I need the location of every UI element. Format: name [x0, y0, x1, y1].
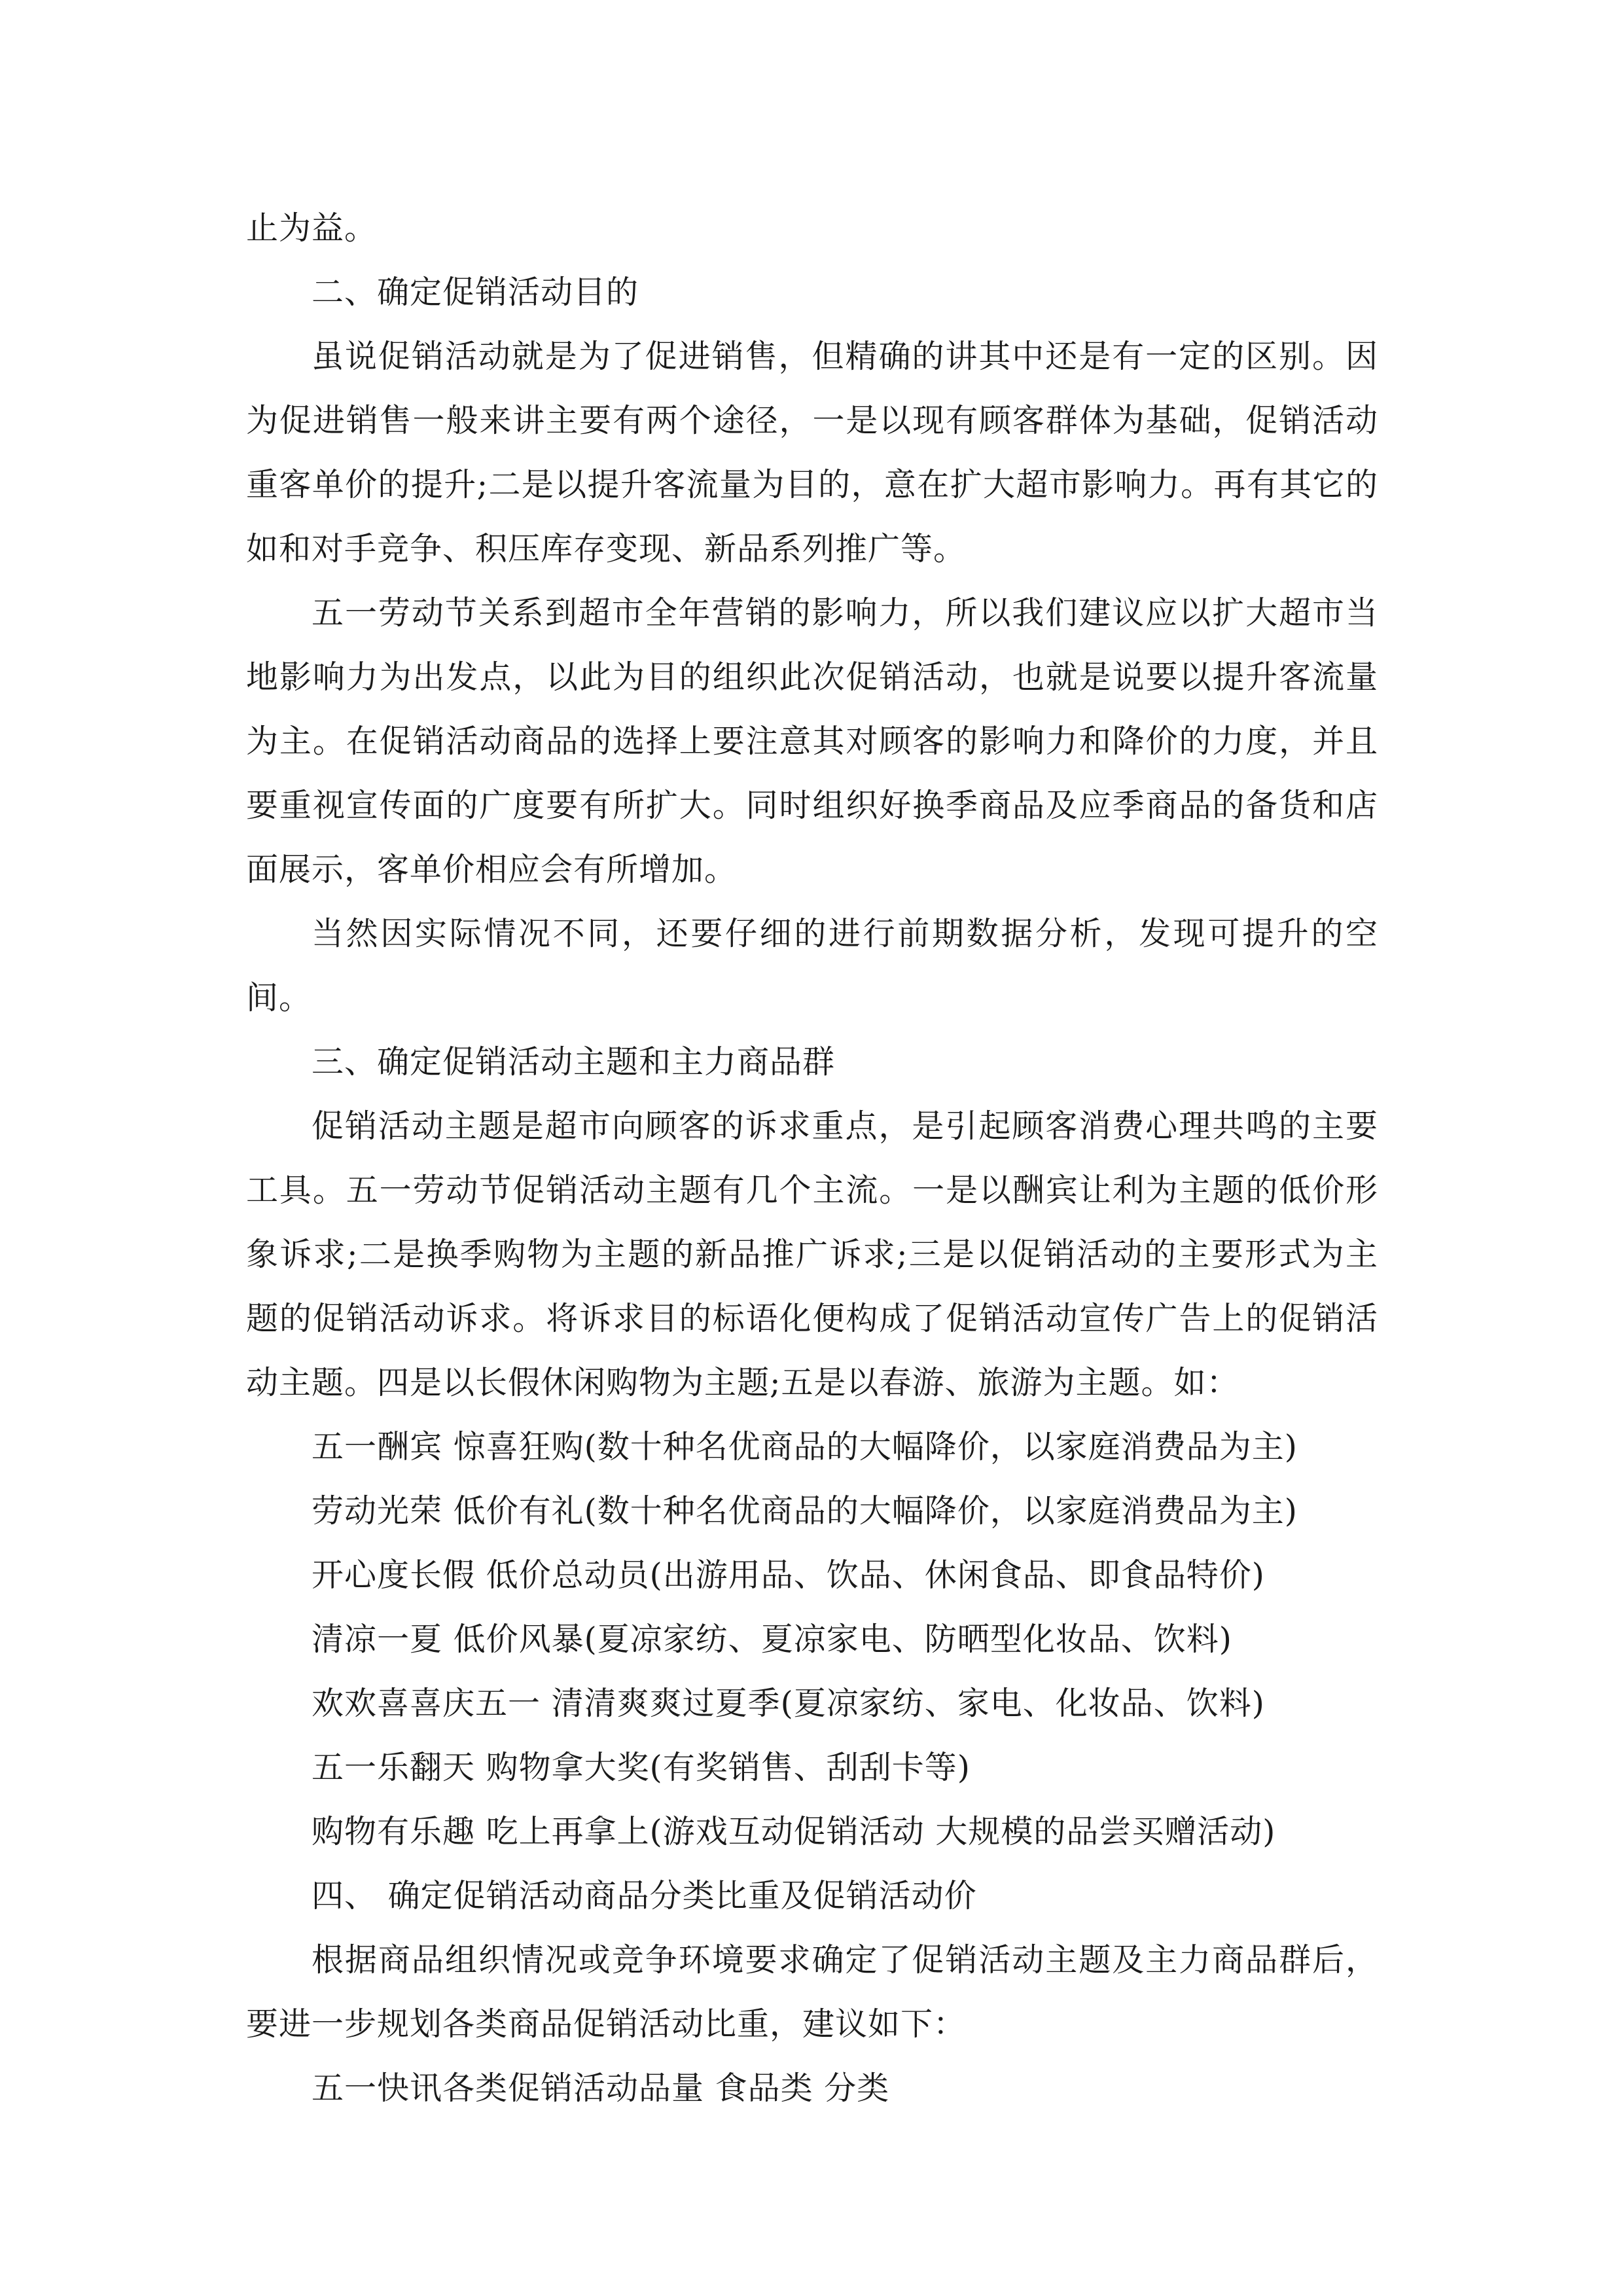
theme-list-item: 五一酬宾 惊喜狂购(数十种名优商品的大幅降价，以家庭消费品为主) [312, 1428, 1298, 1465]
section-heading-2: 二、确定促销活动目的 [312, 274, 639, 311]
theme-list-item: 五一乐翻天 购物拿大奖(有奖销售、刮刮卡等) [312, 1749, 971, 1786]
section-heading-3: 三、确定促销活动主题和主力商品群 [312, 1043, 836, 1081]
paragraph: 促销活动主题是超市向顾客的诉求重点，是引起顾客消费心理共鸣的主要工具。五一劳动节促销活动主题有几个主流。一是以酬宾让利为主题的低价形象诉求;二是换季购物为主题的新品推广诉求;三是以促销活动的主要形式为主题的促销活动诉求。将诉求目的标语化便构成了促销活动宣传广告上的促销活动主题。四是以长假休闲购物为主题;五是以春游、旅游为主题。如： [246, 1107, 1378, 1401]
paragraph: 虽说促销活动就是为了促进销售，但精确的讲其中还是有一定的区别。因为促进销售一般来讲主要有两个途径，一是以现有顾客群体为基础，促销活动重客单价的提升;二是以提升客流量为目的，意在扩大超市影响力。再有其它的如和对手竞争、积压库存变现、新品系列推广等。 [246, 338, 1378, 567]
theme-list-item: 劳动光荣 低价有礼(数十种名优商品的大幅降价，以家庭消费品为主) [312, 1492, 1298, 1530]
theme-list-item: 清凉一夏 低价风暴(夏凉家纺、夏凉家电、防晒型化妆品、饮料) [312, 1621, 1232, 1658]
document-body [246, 196, 1378, 2121]
paragraph: 根据商品组织情况或竞争环境要求确定了促销活动主题及主力商品群后，要进一步规划各类商品促销活动比重，建议如下： [246, 1941, 1378, 2043]
theme-list-item: 购物有乐趣 吃上再拿上(游戏互动促销活动 大规模的品尝买赠活动) [312, 1813, 1276, 1850]
paragraph-continuation: 止为益。 [246, 209, 378, 247]
paragraph: 五一快讯各类促销活动品量 食品类 分类 [312, 2070, 890, 2107]
section-heading-4: 四、 确定促销活动商品分类比重及促销活动价 [312, 1877, 977, 1914]
theme-list-item: 开心度长假 低价总动员(出游用品、饮品、休闲食品、即食品特价) [312, 1556, 1265, 1594]
paragraph: 当然因实际情况不同，还要仔细的进行前期数据分析，发现可提升的空间。 [246, 915, 1378, 1016]
paragraph: 五一劳动节关系到超市全年营销的影响力，所以我们建议应以扩大超市当地影响力为出发点，以此为目的组织此次促销活动，也就是说要以提升客流量为主。在促销活动商品的选择上要注意其对顾客的影响力和降价的力度，并且要重视宣传面的广度要有所扩大。同时组织好换季商品及应季商品的备货和店面展示，客单价相应会有所增加。 [246, 594, 1378, 888]
theme-list-item: 欢欢喜喜庆五一 清清爽爽过夏季(夏凉家纺、家电、化妆品、饮料) [312, 1685, 1265, 1722]
